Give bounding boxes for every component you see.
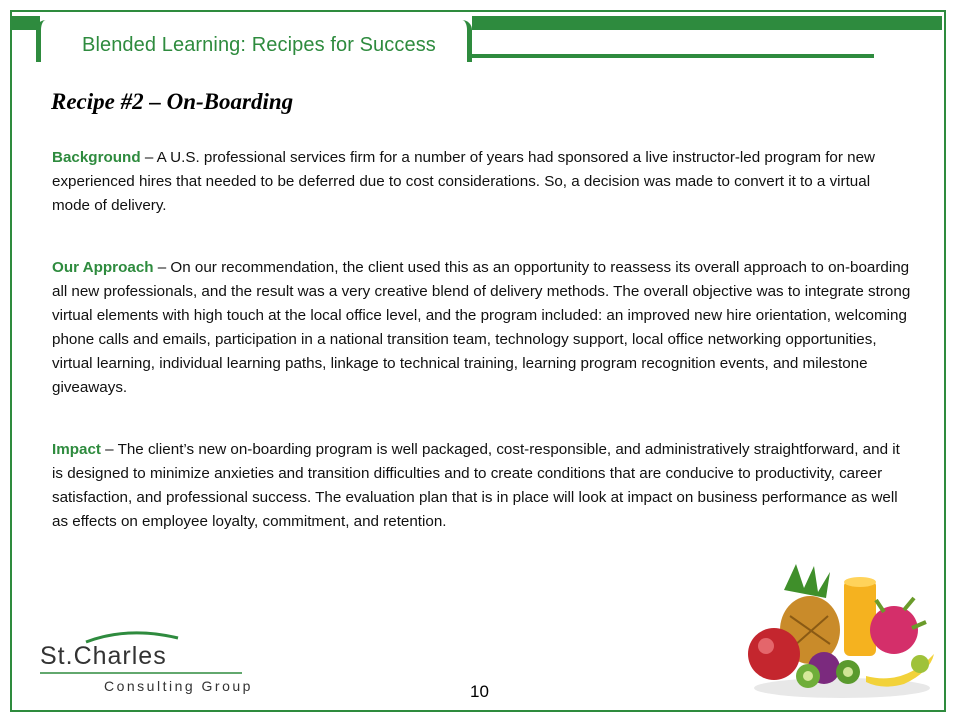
header-bar-right — [472, 16, 942, 30]
logo-arc — [86, 633, 178, 642]
approach-label: Our Approach — [52, 259, 154, 276]
approach-text: – On our recommendation, the client used this as an opportunity to reassess its overall approach to on-boarding all new professionals, and the result was a very creative blend of delivery methods. The overall objective was to integrate strong virtual elements with high touch at the local office level, and the program included: an improved new hire orientation, welcoming phone calls and emails, participation in a national transition team, technology support, local office networking opportunities, virtual learning, individual learning paths, linkage to technical training, learning program recognition events, and milestone giveaways. — [52, 259, 911, 396]
background-text: – A U.S. professional services firm for a number of years had sponsored a live instructor-led program for new experienced hires that needed to be deferred due to cost considerations. So, a decision was made to convert it to a virtual mode of delivery. — [52, 149, 875, 214]
header-underline — [472, 54, 874, 58]
impact-paragraph — [52, 438, 912, 534]
st-charles-logo — [38, 628, 258, 698]
header-title: Blended Learning: Recipes for Success — [82, 34, 436, 56]
logo-line2: Consulting Group — [104, 678, 253, 694]
recipe-title: Recipe #2 – On-Boarding — [51, 89, 294, 114]
page-number: 10 — [470, 682, 489, 701]
approach-paragraph — [52, 256, 912, 400]
impact-text: – The client’s new on-boarding program is well packaged, cost-responsible, and administratively straightforward, and it is designed to minimize anxieties and transition difficulties and to create conditions that are conducive to productivity, career satisfaction, and professional success. The evaluation plan that is in place will look at impact on business performance as well as effects on employee loyalty, commitment, and retention. — [52, 441, 900, 530]
background-paragraph — [52, 146, 912, 218]
fruit-bowl-image — [744, 560, 940, 700]
impact-label: Impact — [52, 441, 101, 458]
logo-line1: St.Charles — [40, 642, 167, 670]
background-label: Background — [52, 149, 141, 166]
